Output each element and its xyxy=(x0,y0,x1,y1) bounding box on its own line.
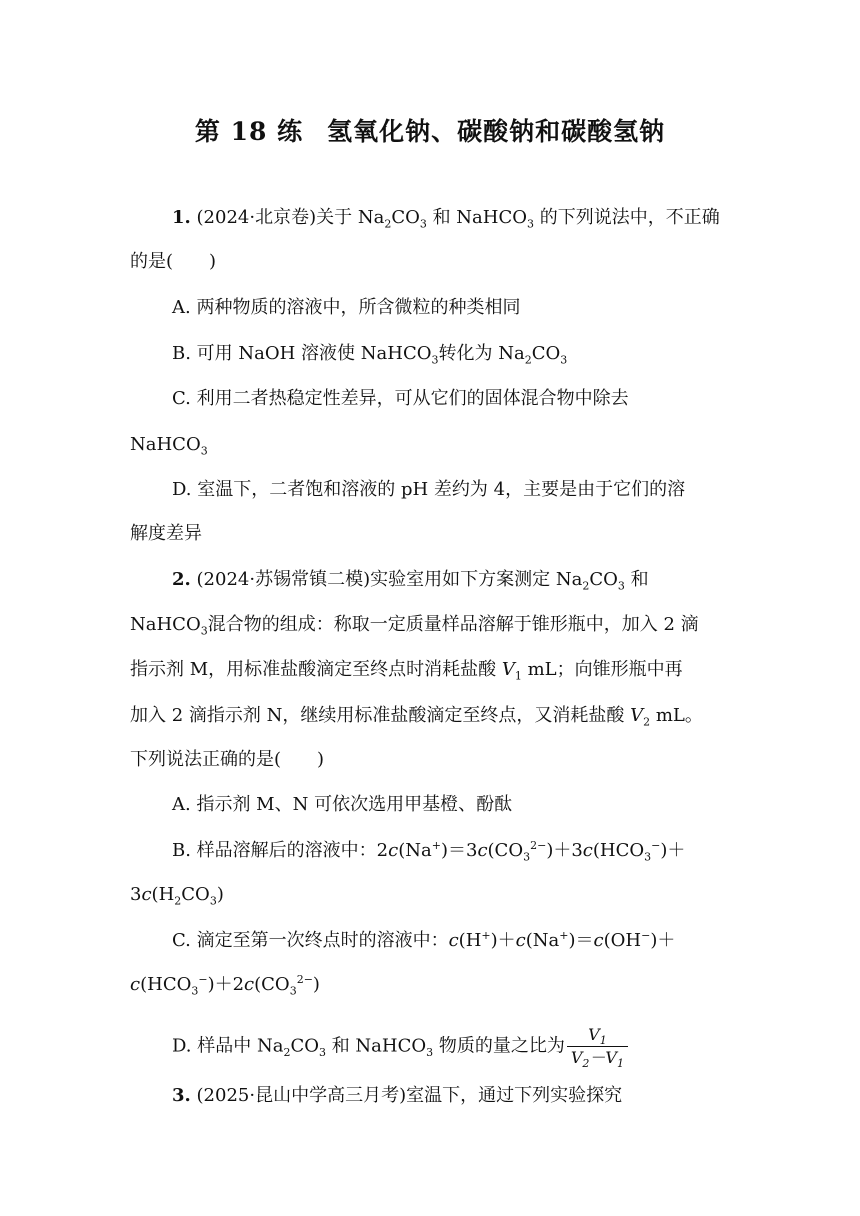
q1-number: 1. xyxy=(172,207,191,228)
q1-option-c: C. 利用二者热稳定性差异，可从它们的固体混合物中除去 xyxy=(172,388,629,409)
q1-source: (2024·北京卷) xyxy=(196,207,317,228)
q2-stem-line5: 下列说法正确的是( ) xyxy=(130,749,325,770)
q2-option-b-line2: $3c(H_2CO_3)$ xyxy=(130,884,224,908)
title-main: 氢氧化钠、碳酸钠和碳酸氢钠 xyxy=(327,117,666,146)
q2-stem: 2. (2024·苏锡常镇二模)实验室用如下方案测定 $Na_2CO_3$ 和 xyxy=(172,569,649,593)
q1-option-d: D. 室温下，二者饱和溶液的 pH 差约为 4，主要是由于它们的溶 xyxy=(172,479,686,500)
q2-number: 2. xyxy=(172,569,191,590)
q1-option-d-line2: 解度差异 xyxy=(130,523,202,544)
q2-stem-line3: 指示剂 M，用标准盐酸滴定至终点时消耗盐酸 $V_1$ mL；向锥形瓶中再 xyxy=(130,659,683,683)
q1-option-a: A. 两种物质的溶液中，所含微粒的种类相同 xyxy=(172,297,521,318)
q2-option-c-line2: $c(HCO_3^-)+2c(CO_3^{2-})$ xyxy=(130,973,320,998)
q2-option-c: C. 滴定至第一次终点时的溶液中：c(H+)＋c(Na+)＝c(OH−)＋ xyxy=(172,929,676,951)
q2-option-b: B. 样品溶解后的溶液中：$2c(Na^+)=3c(CO_3^{2-})+3c(HCO_3^-)+$ xyxy=(172,839,686,864)
q1-stem-line2: 的是( ) xyxy=(130,251,217,272)
q1-option-c-line2: NaHCO$_3$ xyxy=(130,434,208,458)
q3-source: (2025·昆山中学高三月考) xyxy=(196,1085,407,1106)
title-prefix: 第 18 练 xyxy=(194,117,304,146)
q2-stem-line4: 加入 2 滴指示剂 N，继续用标准盐酸滴定至终点，又消耗盐酸 $V_2$ mL。 xyxy=(130,705,703,729)
q2-source: (2024·苏锡常镇二模) xyxy=(196,569,371,590)
q1-stem: 1. (2024·北京卷)关于 $Na_2CO_3$ 和 NaHCO$_3$ 的下列说法中，不正确 xyxy=(172,207,720,231)
page-title xyxy=(0,112,860,148)
ratio-fraction: $\frac{V_1}{V_2-V_1}$ xyxy=(567,1024,628,1069)
q2-stem-line2: NaHCO$_3$混合物的组成：称取一定质量样品溶解于锥形瓶中，加入 2 滴 xyxy=(130,614,699,638)
q3-stem: 3. (2025·昆山中学高三月考)室温下，通过下列实验探究 xyxy=(172,1085,623,1106)
q2-option-a: A. 指示剂 M、N 可依次选用甲基橙、酚酞 xyxy=(172,794,513,815)
q1-option-b: B. 可用 NaOH 溶液使 NaHCO$_3$转化为 $Na_2CO_3$ xyxy=(172,343,568,367)
q3-number: 3. xyxy=(172,1085,191,1106)
q2-option-d: D. 样品中 $Na_2CO_3$ 和 NaHCO$_3$ 物质的量之比为 $\frac{V_1}{V_2-V_1}$ xyxy=(172,1024,628,1069)
